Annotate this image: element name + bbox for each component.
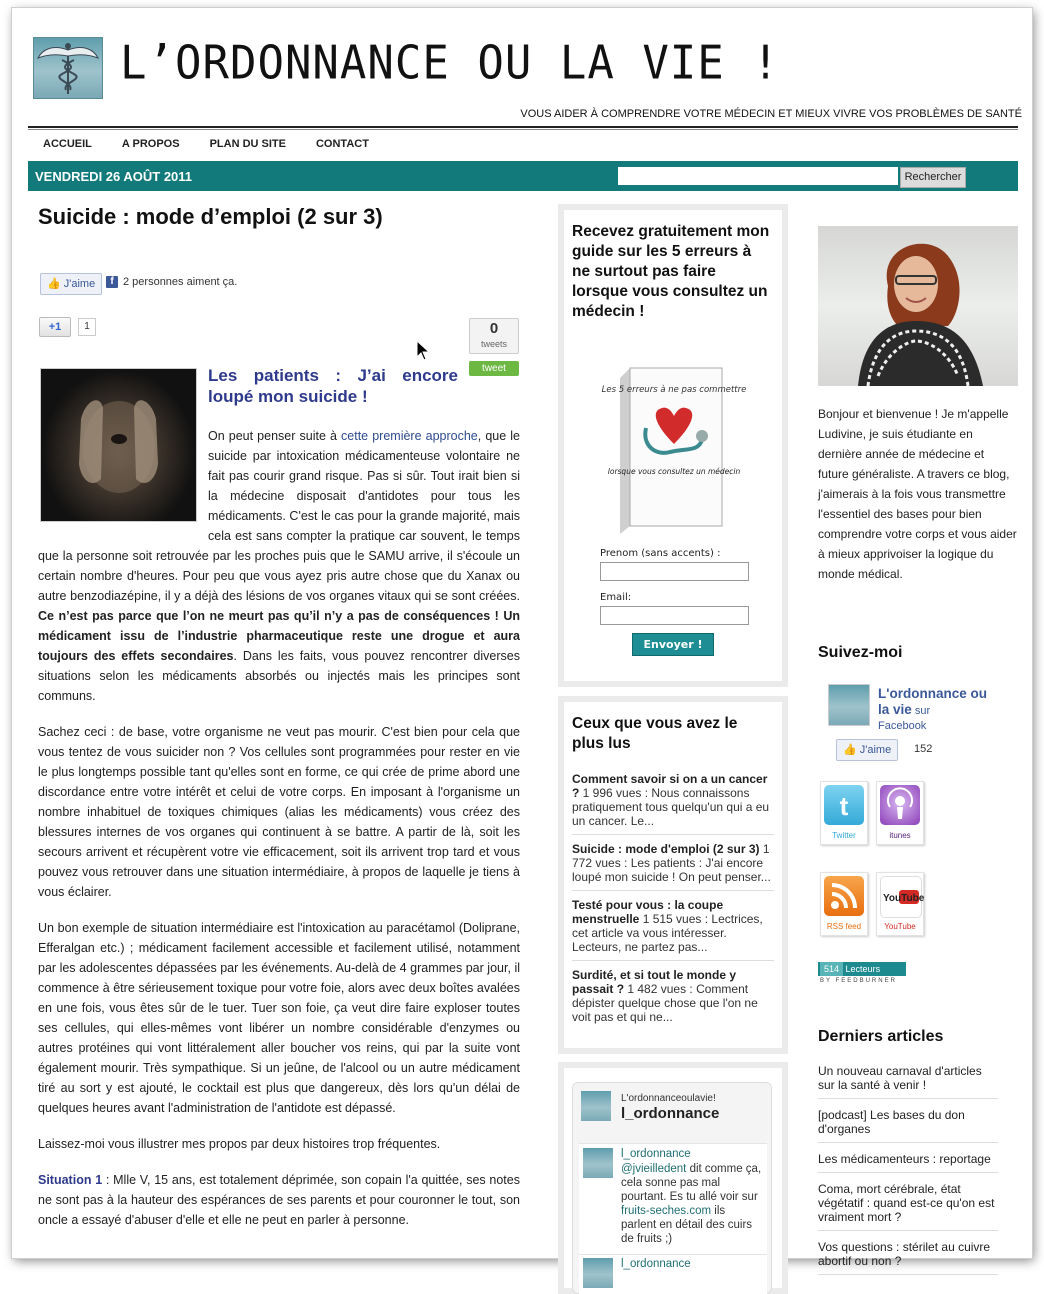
popular-item-excerpt: 1 515 vues : Lectrices, cet article va vous intéresser. Lecteurs, ne partez pas...: [572, 912, 763, 954]
google-plus-count: 1: [78, 318, 96, 336]
tweet-count: 0: [489, 320, 499, 337]
feedburner-by: BY FEEDBURNER: [820, 978, 897, 984]
twitter-widget-box: [558, 1062, 788, 1294]
facebook-like-box: [828, 684, 1018, 764]
header-divider: [28, 126, 1018, 128]
author-intro: Bonjour et bienvenue ! Je m'appelle Ludivine, je suis étudiante en dernière année de médecine et future généraliste. A travers ce blog, j'aimerais à la fois vous transmettre l'essentiel des bases pour bien comprendre votre corps et vous aider à mieux apprivoiser la logique du monde médical.: [818, 407, 1017, 581]
facebook-site-label[interactable]: Facebook: [878, 720, 927, 732]
tweet-count-label: tweets: [480, 339, 507, 349]
facebook-page-name[interactable]: [878, 686, 998, 719]
popular-item-excerpt: 1 772 vues : Les patients : J'ai encore loupé mon suicide ! On peut penser...: [572, 842, 771, 884]
popular-posts-box: [558, 696, 788, 1054]
post-body: [38, 426, 520, 1246]
recent-title: Derniers articles: [818, 1028, 944, 1045]
youtube-logo-text: YouTube: [883, 893, 925, 904]
youtube-caption: YouTube: [884, 922, 916, 931]
paragraph-1-bold: Ce n’est pas parce que l’on ne meurt pas qu’il n’y a pas de conséquences ! Un médicament issu de l’industrie pharmaceutique reste une drogue et aura toujours des effets secondaires: [38, 609, 520, 663]
nav-accueil[interactable]: ACCUEIL: [43, 138, 92, 150]
tweet: [579, 1143, 767, 1294]
like-count: [106, 276, 237, 288]
guide-title: Recevez gratuitement mon guide sur les 5 erreurs à ne surtout pas faire lorsque vous consultez un médecin !: [572, 223, 770, 320]
tweet-button[interactable]: tweet: [469, 361, 519, 376]
facebook-like-button[interactable]: [40, 273, 102, 295]
twitter-follow-link[interactable]: [820, 781, 868, 845]
rss-caption: RSS feed: [826, 922, 862, 931]
feedburner-label: Lecteurs: [845, 964, 881, 974]
youtube-icon: [880, 876, 925, 918]
ebook-cover-image: [601, 366, 747, 534]
twitter-widget: [572, 1082, 772, 1294]
paragraph-1-part-a: On peut penser suite à: [208, 429, 342, 443]
post-subtitle: Les patients : J’ai encore loupé mon suicide !: [208, 366, 458, 406]
facebook-page-like-label: J'aime: [859, 744, 892, 756]
page-frame: [12, 8, 1032, 1270]
first-approach-link[interactable]: cette première approche: [341, 429, 478, 443]
search-input[interactable]: [618, 167, 898, 185]
tweet-avatar[interactable]: [583, 1148, 613, 1178]
facebook-sur-text: sur: [911, 705, 931, 717]
feedburner-badge[interactable]: [818, 962, 906, 976]
paragraph-2: Sachez ceci : de base, votre organisme ne veut pas mourir. C'est bien pour cela que vous tentez de vous suicider non ? Vos cellules sont programmées pour rester en vie le plus longtemps possible tant qu'elles sont en forme, ce qui crée de prime abord une discordance entre votre intérêt et celui de votre corps. En imposant à l'organisme un nombre inhabituel de toxiques chimiques (alias les médicaments) vous créez des blessures internes de vos organes qui continuent à se battre. A partir de là, soit les secours arrivent et récupèrent votre vie efficacement, soit ils arrivent trop tard et vous pouvez vous retrouver dans une situation intermédiaire, à propos de laquelle je tiens à vous éclairer.: [38, 725, 520, 899]
tweet-user[interactable]: l_ordonnance: [621, 1258, 691, 1270]
google-plus-one-button[interactable]: +1: [39, 317, 71, 337]
thumbs-up-icon: 👍: [843, 744, 857, 756]
youtube-link[interactable]: [876, 872, 924, 936]
popular-item[interactable]: [572, 968, 774, 1030]
thumbs-up-icon: 👍: [47, 278, 61, 290]
site-title[interactable]: L’ORDONNANCE OU LA VIE !: [120, 36, 780, 91]
popular-item-title[interactable]: Comment savoir si on a un cancer ?: [572, 772, 768, 800]
tweet-text: [621, 1162, 763, 1246]
paragraph-1-part-b: , que le suicide par intoxication médicamenteuse volontaire ne fait pas courir grand risque. Pas si sûr. Tout irait bien si la médecine disposait d'antidotes pour tous les médicaments. C'est le cas pour la grande majorité, mais cela est sans compter la pratique car souvent, le temps que la personne soit retrouvée par les proches puis que le SAMU arrive, il s'écoule un certain nombre d'heures. Pour peu que vous ayez pris autre chose que du Xanax ou autre benzodiazépine, il y a déjà des lésions de vos organes vitaux qui se sont créées.: [38, 429, 520, 603]
recent-article-link[interactable]: Coma, mort cérébrale, état végétatif : quand est-ce qu'on est vraiment mort ?: [818, 1182, 998, 1231]
tweet-divider: [579, 1254, 767, 1255]
facebook-page-like-button[interactable]: [836, 739, 898, 761]
popular-item-title[interactable]: Surdité, et si tout le monde y passait ?: [572, 968, 737, 996]
tweet-text-part: ils parlent en détail des cuirs de fruits ;): [621, 1205, 753, 1245]
popular-item[interactable]: [572, 772, 774, 835]
header-divider-thin: [28, 129, 1018, 130]
email-field[interactable]: [600, 606, 749, 625]
current-date: VENDREDI 26 AOÛT 2011: [35, 169, 193, 184]
paragraph-5: [38, 1170, 520, 1230]
paragraph-1-part-c: . Dans les faits, vous pouvez rencontrer diverses situations selon les médicaments absorbés ou injectés mais les principes sont communs.: [38, 649, 520, 703]
itunes-caption: itunes: [889, 831, 911, 840]
twitter-caption: Twitter: [832, 831, 856, 840]
facebook-page-avatar[interactable]: [828, 684, 870, 726]
nav-plan-du-site[interactable]: PLAN DU SITE: [209, 138, 286, 150]
main-nav: [28, 136, 384, 162]
tweet-url-link[interactable]: fruits-seches.com: [621, 1205, 712, 1217]
tweet-user[interactable]: l_ordonnance: [621, 1148, 691, 1160]
site-header: [32, 34, 1022, 124]
caduceus-logo-icon[interactable]: [33, 37, 103, 99]
paragraph-3: Un bon exemple de situation intermédiaire est l'intoxication au paracétamol (Doliprane, Efferalgan etc.) ; médicament facilement accessible et facilement utilisé, notamment par les adolescentes dépassées par les événements. Au-delà de 4 grammes par jour, il commence à être sérieusement toxique pour votre foie, alors avec deux boîtes avalées en une fois, vous êtes sûr de le tuer. Tuer son foie, ça veut dire faire exploser toutes ses cellules, qui elles-mêmes vont libérer un nombre considérable d'enzymes ou autres protéines qui vont littéralement aller boucher vos reins, qui par la suite vont également mourir. Très sympathique. Si un jeûne, de l'alcool ou un autre médicament tiré au sort y est ajouté, le cocktail est plus que dangereux, dès lors qu'un délai de quelques heures avant l'administration de l'antidote est dépassé.: [38, 921, 520, 1115]
like-count-text: 2 personnes aiment ça.: [123, 276, 238, 288]
twitter-avatar[interactable]: [581, 1091, 611, 1121]
twitter-handle[interactable]: l_ordonnance: [621, 1105, 720, 1122]
nav-a-propos[interactable]: A PROPOS: [121, 138, 180, 150]
facebook-icon: f: [106, 276, 118, 288]
popular-item-excerpt: 1 482 vues : Comment dépister quelque chose que l'on ne voit pas et qui ne...: [572, 982, 758, 1024]
recent-article-link[interactable]: Vos questions : stérilet au cuivre abortif ou non ?: [818, 1240, 998, 1275]
image-float-spacer: [38, 426, 208, 544]
recent-article-link[interactable]: [podcast] Les bases du don d'organes: [818, 1108, 998, 1143]
situation-text: : Mlle V, 15 ans, est totalement déprimée, son copain l'a quittée, ses notes ne sont pas à la hauteur des espérances de ses parents et pour couronner le tout, son oncle a essayé d'abuser d'elle et elle ne peut en parler à personne.: [38, 1173, 520, 1227]
svg-text:t: t: [839, 791, 849, 821]
search-button[interactable]: Rechercher: [900, 167, 966, 188]
follow-title: Suivez-moi: [818, 644, 903, 661]
feedburner-count: 514: [820, 962, 843, 976]
situation-label: Situation 1: [38, 1173, 103, 1187]
tweet-counter: [469, 318, 519, 354]
tweet-mention-link[interactable]: @jvieilledent: [621, 1163, 687, 1175]
facebook-like-count: 152: [914, 743, 933, 755]
like-label: J'aime: [63, 278, 96, 290]
twitter-icon: [824, 785, 864, 825]
rss-icon: [824, 876, 864, 916]
post-title[interactable]: Suicide : mode d’emploi (2 sur 3): [38, 204, 383, 229]
site-tagline: VOUS AIDER À COMPRENDRE VOTRE MÉDECIN ET MIEUX VIVRE VOS PROBLÈMES DE SANTÉ: [520, 108, 1022, 120]
popular-item[interactable]: [572, 842, 774, 891]
prenom-field[interactable]: [600, 562, 749, 581]
popular-item-excerpt: 1 996 vues : Nous connaissons pratiquement tous quelqu'un qui a eu un cancer. Le...: [572, 786, 770, 828]
recent-article-link[interactable]: Un nouveau carnaval d'articles sur la santé à venir !: [818, 1064, 998, 1099]
twitter-account-name: L'ordonnanceoulavie!: [621, 1093, 716, 1104]
facebook-page-title[interactable]: L'ordonnance ou la vie: [878, 686, 987, 717]
mouse-cursor-icon: [416, 340, 430, 367]
popular-list: [572, 772, 774, 1037]
recent-articles-list: [818, 1064, 998, 1284]
podcast-icon: [880, 785, 920, 825]
popular-title: Ceux que vous avez le plus lus: [572, 715, 738, 752]
tweet-text-part: dit comme ça, cela sonne pas mal pourtant. Es tu allé voir sur: [621, 1163, 762, 1203]
author-photo: [818, 226, 1018, 386]
date-search-bar: [28, 161, 1018, 191]
send-button[interactable]: Envoyer !: [632, 633, 714, 656]
nav-contact[interactable]: CONTACT: [315, 138, 369, 150]
ebook-cover-title: Les 5 erreurs à ne pas commettre: [601, 385, 747, 395]
rss-link[interactable]: [820, 872, 868, 936]
paragraph-4: Laissez-moi vous illustrer mes propos par deux histoires trop fréquentes.: [38, 1137, 441, 1151]
popular-item[interactable]: [572, 898, 774, 961]
email-label: Email:: [600, 592, 632, 603]
prenom-label: Prenom (sans accents) :: [600, 548, 721, 559]
itunes-link[interactable]: [876, 781, 924, 845]
ebook-cover-subtitle: lorsque vous consultez un médecin: [607, 467, 741, 476]
tweet-avatar[interactable]: [583, 1258, 613, 1288]
popular-item-title[interactable]: Suicide : mode d'emploi (2 sur 3): [572, 842, 760, 856]
recent-article-link[interactable]: Les médicamenteurs : reportage: [818, 1152, 998, 1173]
popular-item-title[interactable]: Testé pour vous : la coupe menstruelle: [572, 898, 724, 926]
guide-signup-box: [558, 204, 788, 687]
